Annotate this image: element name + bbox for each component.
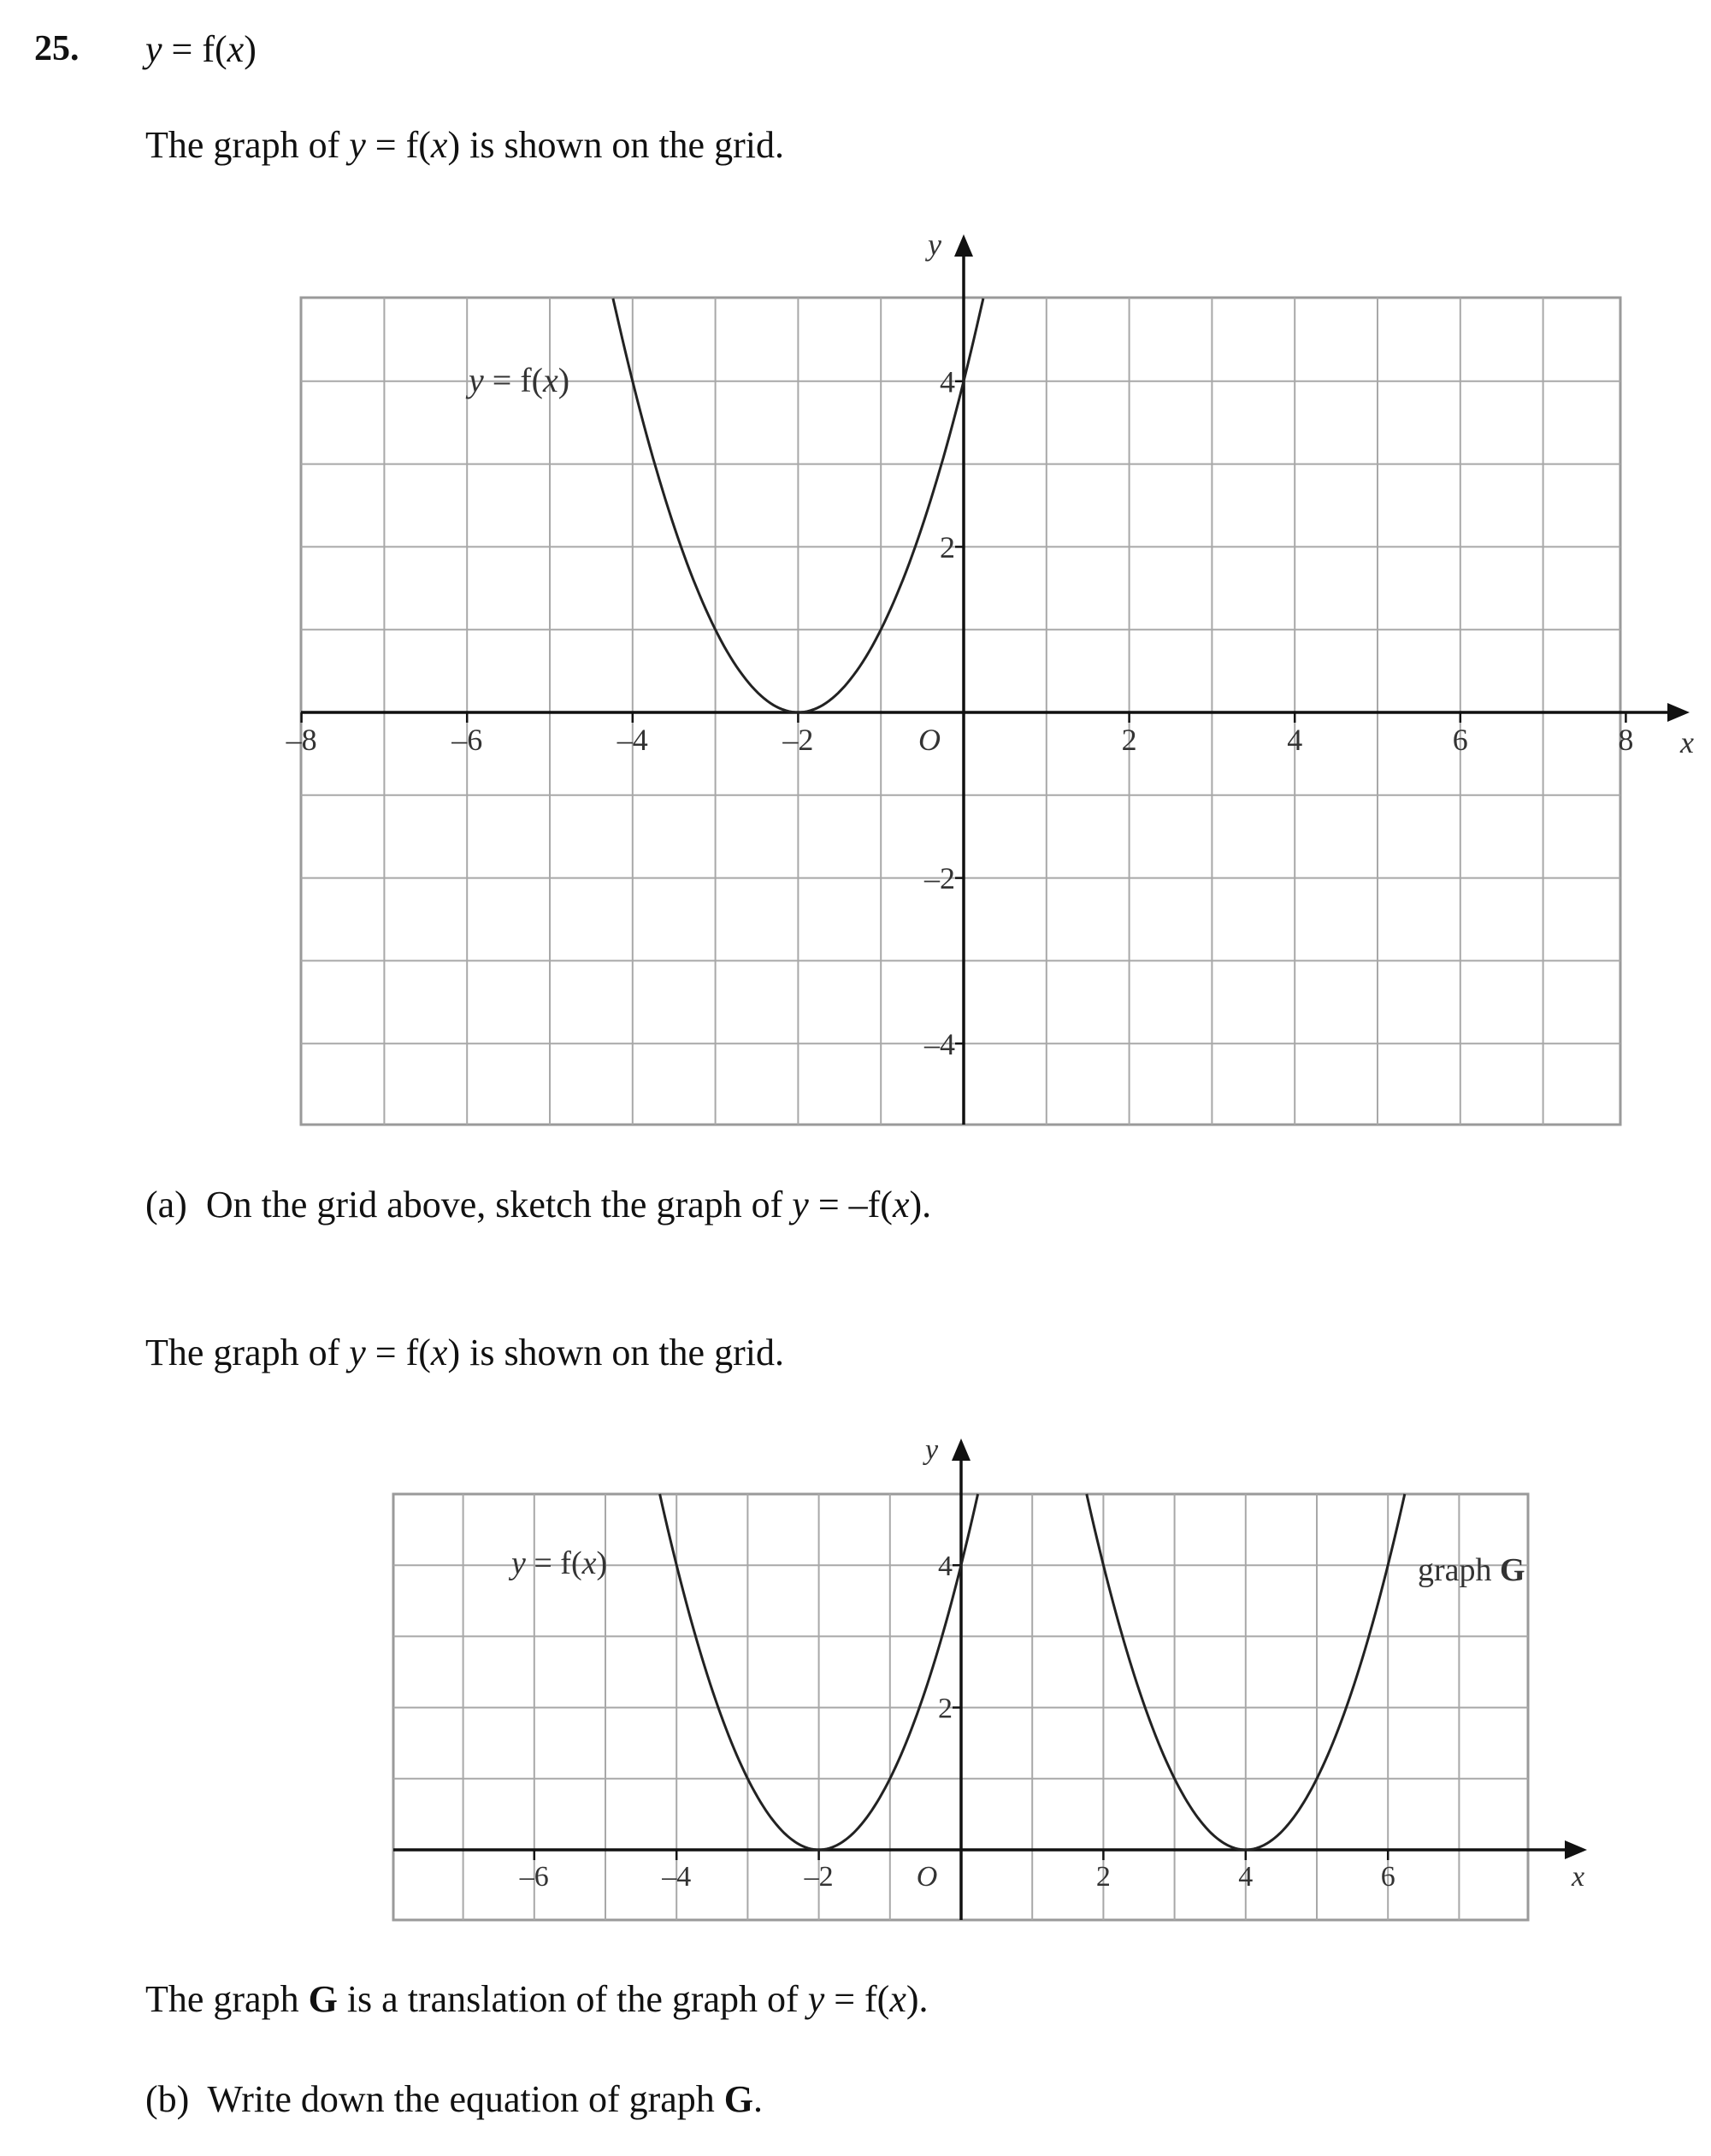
y-axis-label: y [925,1434,939,1466]
x-tick-label: –4 [617,723,648,757]
x-tick-label: 6 [1380,1861,1395,1893]
curve-label-g: graph G [1418,1552,1525,1588]
y-axis-label: y [928,227,941,262]
x-tick-label: 2 [1095,1861,1111,1893]
x-tick-label: 6 [1452,723,1468,757]
x-axis-label: x [1680,725,1694,759]
y-tick-label: –2 [924,861,955,896]
part-a-text: (a) On the grid above, sketch the graph of y = –f(x). [145,1184,932,1226]
intro-text-2: The graph of y = f(x) is shown on the grid. [145,1332,784,1373]
y-axis-arrow [952,1438,971,1461]
x-tick-label: O [918,723,941,757]
x-tick-label: –8 [286,723,317,757]
y-tick-label: 2 [940,530,955,564]
curve-label-f: y = f(x) [469,361,570,399]
intro-text-1: The graph of y = f(x) is shown on the grid. [145,124,784,166]
part-b-text: (b) Write down the equation of graph G. [145,2078,764,2120]
x-tick-label: –2 [804,1861,834,1893]
x-tick-label: 4 [1287,723,1303,757]
x-tick-label: –2 [782,723,814,757]
curve-label-f: y = f(x) [511,1545,608,1581]
x-tick-label: 2 [1121,723,1137,757]
x-axis-label: x [1572,1861,1585,1893]
x-tick-label: –6 [519,1861,549,1893]
y-tick-label: 4 [940,364,955,399]
y-tick-label: 2 [938,1692,953,1725]
translation-statement: The graph G is a translation of the graph of y = f(x). [145,1978,929,2020]
x-tick-label: –6 [451,723,483,757]
x-tick-label: 8 [1618,723,1634,757]
x-tick-label: O [916,1861,938,1893]
y-tick-label: 4 [938,1551,953,1583]
question-number: 25. [34,29,80,68]
y-tick-label: –4 [924,1026,955,1061]
x-tick-label: 4 [1238,1861,1254,1893]
x-axis-arrow [1565,1840,1587,1859]
question-heading: y = f(x) [145,28,257,70]
x-tick-label: –4 [662,1861,692,1893]
